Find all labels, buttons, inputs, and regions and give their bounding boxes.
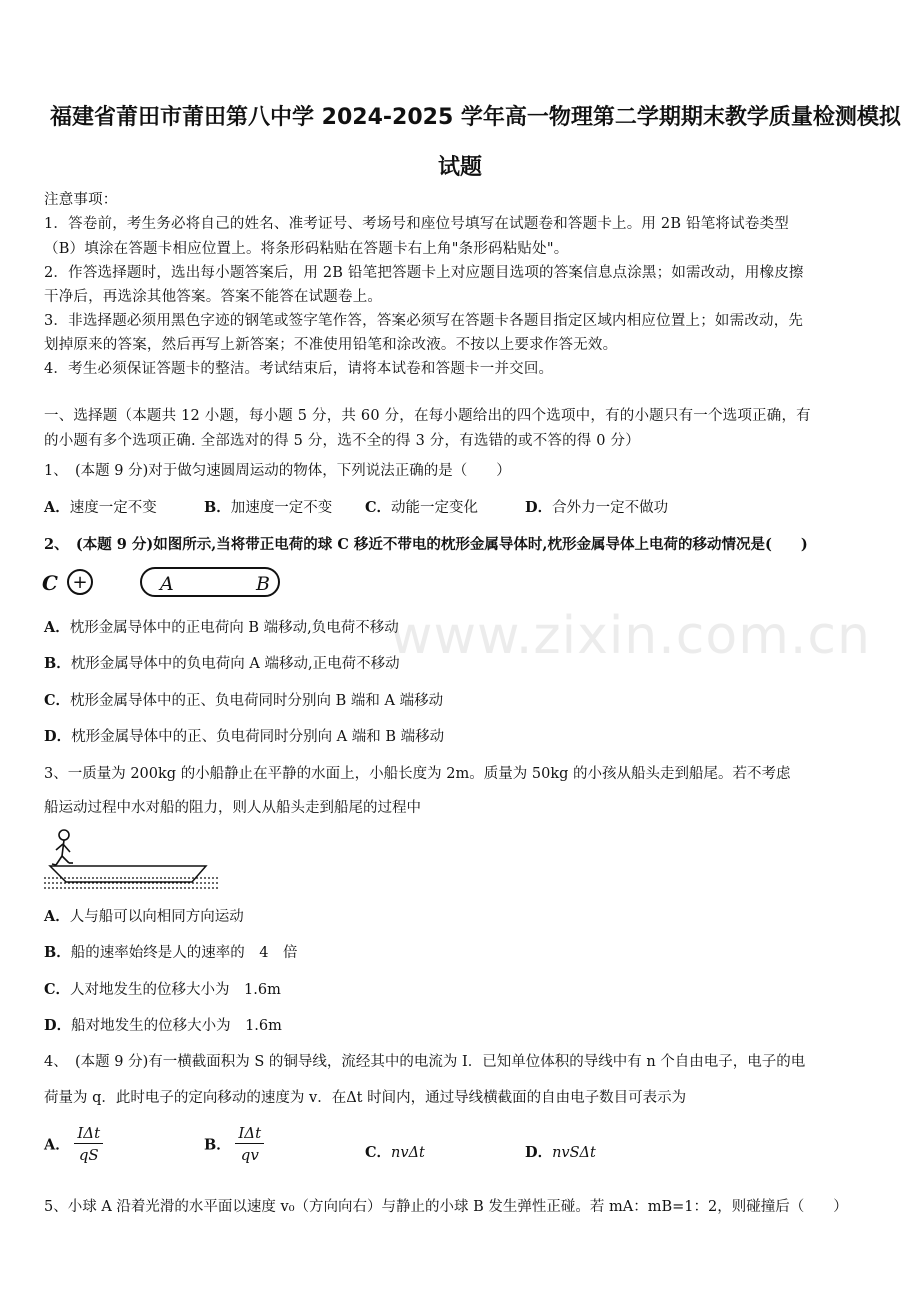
title-line-1: 福建省莆田市莆田第八中学 2024-2025 学年高一物理第二学期期末教学质量检测模拟 [50,105,901,130]
notice-heading: 注意事项： [44,192,118,208]
notice-line: 3．非选择题必须用黑色字迹的钢笔或签字笔作答，答案必须写在答题卡各题目指定区域内相应位置上；如需改动，先 [44,313,804,329]
q4-option-b: B． $\frac{\text{IΔt}}{qv}$ [204,1124,264,1164]
q4-option-a: A． $\frac{\text{IΔt}}{qS}$ [44,1124,103,1164]
question-2-stem: 2、 (本题 9 分)如图所示,当将带正电荷的球 C 移近不带电的枕形金属导体时,枕形金属导体上电荷的移动情况是( ) [44,536,808,553]
end-a-label: A [160,573,174,595]
section-heading-line: 一、选择题（本题共 12 小题，每小题 5 分，共 60 分，在每小题给出的四个选项中，有的小题只有一个选项正确，有 [44,408,811,424]
title-line-2: 试题 [438,155,483,180]
q1-option-c: C．动能一定变化 [365,499,479,516]
question-3-line: 3、一质量为 200kg 的小船静止在平静的水面上，小船长度为 2m。质量为 50kg 的小孩从船头走到船尾。若不考虑 [44,766,791,782]
q3-option-d: D．船对地发生的位移大小为 1.6m [44,1017,282,1034]
section-heading-line: 的小题有多个选项正确. 全部选对的得 5 分，选不全的得 3 分，有选错的或不答的得 0 分） [44,433,640,449]
q2-option-c: C．枕形金属导体中的正、负电荷同时分别向 B 端和 A 端移动 [44,692,444,709]
notice-line: 干净后，再选涂其他答案。答案不能答在试题卷上。 [44,289,383,305]
q4-option-d: D．nvSΔt [525,1144,596,1161]
boat [50,866,206,882]
q4-option-c: C．nvΔt [365,1144,425,1161]
q2-option-b: B．枕形金属导体中的负电荷向 A 端移动,正电荷不移动 [44,655,400,672]
conductor-figure [40,564,290,600]
q1-option-d: D．合外力一定不做功 [525,499,669,516]
watermark: www.zixin.com.cn [390,606,871,666]
child-figure [52,830,73,865]
boat-figure [42,826,222,894]
question-1-stem: 1、 (本题 9 分)对于做匀速圆周运动的物体，下列说法正确的是（ ） [44,463,511,479]
question-4-line: 4、 (本题 9 分)有一横截面积为 S 的铜导线，流经其中的电流为 I．已知单位体积的导线中有 n 个自由电子，电子的电 [44,1054,806,1070]
question-4-line: 荷量为 q．此时电子的定向移动的速度为 v．在Δt 时间内，通过导线横截面的自由电子数目可表示为 [44,1090,687,1106]
q2-option-a: A．枕形金属导体中的正电荷向 B 端移动,负电荷不移动 [44,619,399,636]
notice-line: 划掉原来的答案，然后再写上新答案；不准使用铅笔和涂改液。不按以上要求作答无效。 [44,337,618,353]
ball-label: C [42,571,58,595]
end-b-label: B [256,573,270,595]
question-3-line: 船运动过程中水对船的阻力，则人从船头走到船尾的过程中 [44,800,421,816]
plus-sign: + [72,572,88,593]
q3-option-a: A．人与船可以向相同方向运动 [44,908,244,925]
q1-option-b: B．加速度一定不变 [204,499,333,516]
fraction: $\frac{\text{IΔt}}{qS}$ [74,1124,103,1164]
fraction: $\frac{\text{IΔt}}{qv}$ [235,1124,264,1164]
question-5-stem: 5、小球 A 沿着光滑的水平面以速度 v₀（方向向右）与静止的小球 B 发生弹性正碰。若 mA：mB=1：2，则碰撞后（ ） [44,1199,848,1215]
q1-option-a: A．速度一定不变 [44,499,157,516]
notice-line: 1．答卷前，考生务必将自己的姓名、准考证号、考场号和座位号填写在试题卷和答题卡上。用 2B 铅笔将试卷类型 [44,216,789,232]
q2-option-d: D．枕形金属导体中的正、负电荷同时分别向 A 端和 B 端移动 [44,728,445,745]
q3-option-c: C．人对地发生的位移大小为 1.6m [44,981,281,998]
notice-line: （B）填涂在答题卡相应位置上。将条形码粘贴在答题卡右上角"条形码粘贴处"。 [44,241,569,257]
q3-option-b: B．船的速率始终是人的速率的 4 倍 [44,944,298,961]
notice-line: 2．作答选择题时，选出每小题答案后，用 2B 铅笔把答题卡上对应题目选项的答案信息点涂黑；如需改动，用橡皮擦 [44,265,804,281]
notice-line: 4．考生必须保证答题卡的整洁。考试结束后，请将本试卷和答题卡一并交回。 [44,361,554,377]
